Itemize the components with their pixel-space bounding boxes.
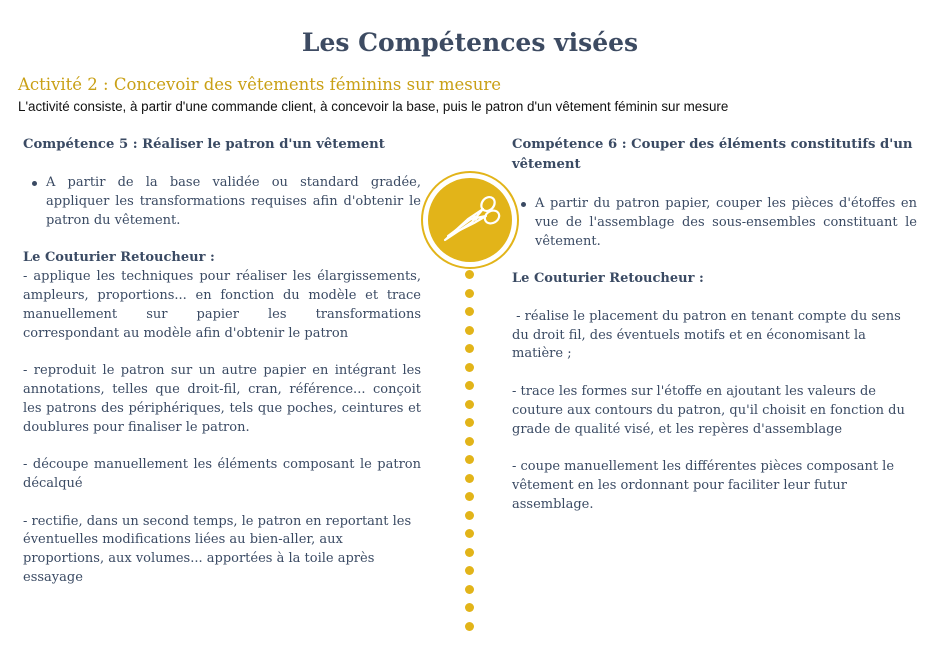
timeline-dot <box>465 344 474 353</box>
competence-6-role: Le Couturier Retoucheur : <box>512 271 704 287</box>
timeline-dot <box>465 585 474 594</box>
competence-6-task-2: - trace les formes sur l'étoffe en ajoutant les valeurs de couture aux contours du patron, qu'il choisit en fonction du grade de qualité visé, et les repères d'assemblage <box>512 383 905 437</box>
scissors-badge <box>421 171 519 269</box>
competence-5-task-2: - reproduit le patron sur un autre papier en intégrant les annotations, telles que droit-fil, cran, référence... conçoit les patrons des périphériques, tels que poches, ceintures et doublures pour finaliser le patron. <box>23 363 421 435</box>
timeline-dot <box>465 566 474 575</box>
competence-5-role: Le Couturier Retoucheur : <box>23 250 215 266</box>
competence-6-bullets <box>512 195 917 251</box>
competence-6-task-3: - coupe manuellement les différentes pièces composant le vêtement en les ordonnant pour faciliter leur futur assemblage. <box>512 459 895 512</box>
competence-5-title: Compétence 5 : Réaliser le patron d'un vêtement <box>23 137 385 152</box>
competence-6-column <box>512 135 917 515</box>
timeline-dot <box>465 437 474 446</box>
timeline-dot <box>465 622 474 631</box>
competence-5-task-4: - rectifie, dans un second temps, le patron en reportant les éventuelles modifications liées au bien-aller, aux proportions, aux volumes... apportées à la toile après essayage <box>23 513 412 585</box>
scissors-icon <box>428 178 512 262</box>
competence-5-task-3: - découpe manuellement les éléments composant le patron décalqué <box>23 457 421 491</box>
competence-6-bullet: A partir du patron papier, couper les pièces d'étoffes en vue de l'assemblage des sous-ensembles constituant le vêtement. <box>535 195 917 251</box>
activity-description: L'activité consiste, à partir d'une commande client, à concevoir la base, puis le patron d'un vêtement féminin sur mesure <box>18 99 729 114</box>
timeline-dot <box>465 307 474 316</box>
timeline-dot <box>465 548 474 557</box>
page-title: Les Compétences visées <box>301 28 639 57</box>
timeline-dot <box>465 289 474 298</box>
competence-6-task-1: - réalise le placement du patron en tenant compte du sens du droit fil, des éventuels motifs et en économisant la matière ; <box>512 308 905 362</box>
competence-5-task-1: - applique les techniques pour réaliser les élargissements, ampleurs, proportions... en fonction du modèle et trace manuellement sur papier les transformations correspondant au modèle afin d'obtenir le patron <box>23 269 421 341</box>
timeline-dot <box>465 603 474 612</box>
timeline-dot <box>465 492 474 501</box>
activity-heading: Activité 2 : Concevoir des vêtements féminins sur mesure <box>18 75 502 94</box>
timeline-dot <box>465 511 474 520</box>
timeline-dot <box>465 270 474 279</box>
timeline-dot <box>465 400 474 409</box>
competence-5-column <box>23 135 421 588</box>
timeline-dot <box>465 455 474 464</box>
competence-6-title: Compétence 6 : Couper des éléments constitutifs d'un vêtement <box>512 137 913 172</box>
competence-5-bullets <box>23 174 421 230</box>
timeline-dot <box>465 326 474 335</box>
competence-5-bullet: A partir de la base validée ou standard gradée, appliquer les transformations requises afin d'obtenir le patron du vêtement. <box>46 174 421 230</box>
timeline-dot <box>465 381 474 390</box>
timeline-dot <box>465 529 474 538</box>
timeline-dot <box>465 363 474 372</box>
timeline-dot <box>465 474 474 483</box>
timeline-dot <box>465 418 474 427</box>
